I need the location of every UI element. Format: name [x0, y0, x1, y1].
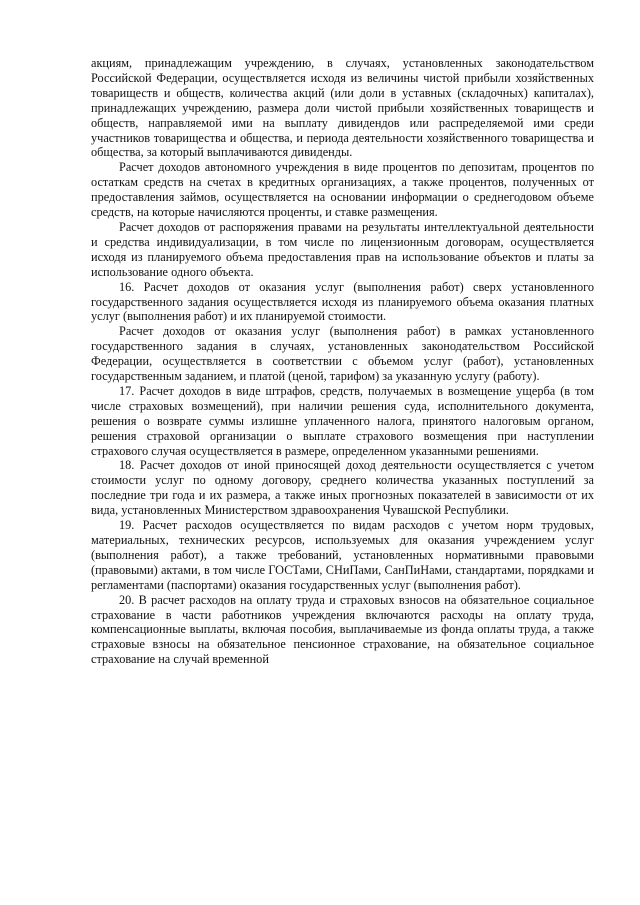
paragraph-interest-income: Расчет доходов автономного учреждения в виде процентов по депозитам, процентов по остаткам средств на счетах в кредитных организациях, а также процентов, полученных от предоставления займов, осуществляется на основании информации о среднегодовом объеме средств, на которые начисляются проценты, и ставке размещения.: [91, 160, 594, 220]
paragraph-item-19: 19. Расчет расходов осуществляется по видам расходов с учетом норм трудовых, материальных, технических ресурсов, используемых для оказания учреждением услуг (выполнения работ), а также требований, установленных нормативными правовыми (правовыми) актами, в том числе ГОСТами, СНиПами, СанПиНами, стандартами, порядками и регламентами (паспортами) оказания государственных услуг (выполнения работ).: [91, 518, 594, 592]
paragraph-dividends-continuation: акциям, принадлежащим учреждению, в случаях, установленных законодательством Российской Федерации, осуществляется исходя из величины чистой прибыли хозяйственных товариществ и обществ, количества акций (или доли в уставных (складочных) капиталах), принадлежащих учреждению, размера доли чистой прибыли хозяйственных товариществ и обществ, направляемой ими на выплату дивидендов или распределяемой ими среди участников товарищества и общества, и периода деятельности хозяйственного товарищества и общества, за который выплачиваются дивиденды.: [91, 56, 594, 160]
paragraph-state-assignment-income: Расчет доходов от оказания услуг (выполнения работ) в рамках установленного государственного задания в случаях, установленных законодательством Российской Федерации, осуществляется в соответствии с объемом услуг (работ), установленных государственным заданием, и платой (ценой, тарифом) за указанную услугу (работу).: [91, 324, 594, 384]
paragraph-intellectual-property-income: Расчет доходов от распоряжения правами на результаты интеллектуальной деятельности и средства индивидуализации, в том числе по лицензионным договорам, осуществляется исходя из планируемого объема предоставления прав на использование объектов и платы за использование одного объекта.: [91, 219, 594, 279]
paragraph-item-17: 17. Расчет доходов в виде штрафов, средств, получаемых в возмещение ущерба (в том числе страховых возмещений), при наличии решения суда, исполнительного документа, решения о возврате суммы излишне уплаченного налога, принятого налоговым органом, решения страховой организации о выплате страхового возмещения при наступлении страхового случая осуществляется в размере, определенном указанными решениями.: [91, 383, 594, 458]
paragraph-item-16: 16. Расчет доходов от оказания услуг (выполнения работ) сверх установленного государственного задания осуществляется исходя из планируемого объема оказания платных услуг (выполнения работ) и их планируемой стоимости.: [91, 279, 594, 324]
paragraph-item-18: 18. Расчет доходов от иной приносящей доход деятельности осуществляется с учетом стоимости услуг по одному договору, среднего количества указанных поступлений за последние три года и их размера, а также иных прогнозных показателей в зависимости от их вида, установленных Министерством здравоохранения Чувашской Республики.: [91, 458, 594, 518]
paragraph-item-20: 20. В расчет расходов на оплату труда и страховых взносов на обязательное социальное страхование в части работников учреждения включаются расходы на оплату труда, компенсационные выплаты, включая пособия, выплачиваемые из фонда оплаты труда, а также страховые взносы на обязательное пенсионное страхование, на обязательное социальное страхование на случай временной: [91, 592, 594, 667]
